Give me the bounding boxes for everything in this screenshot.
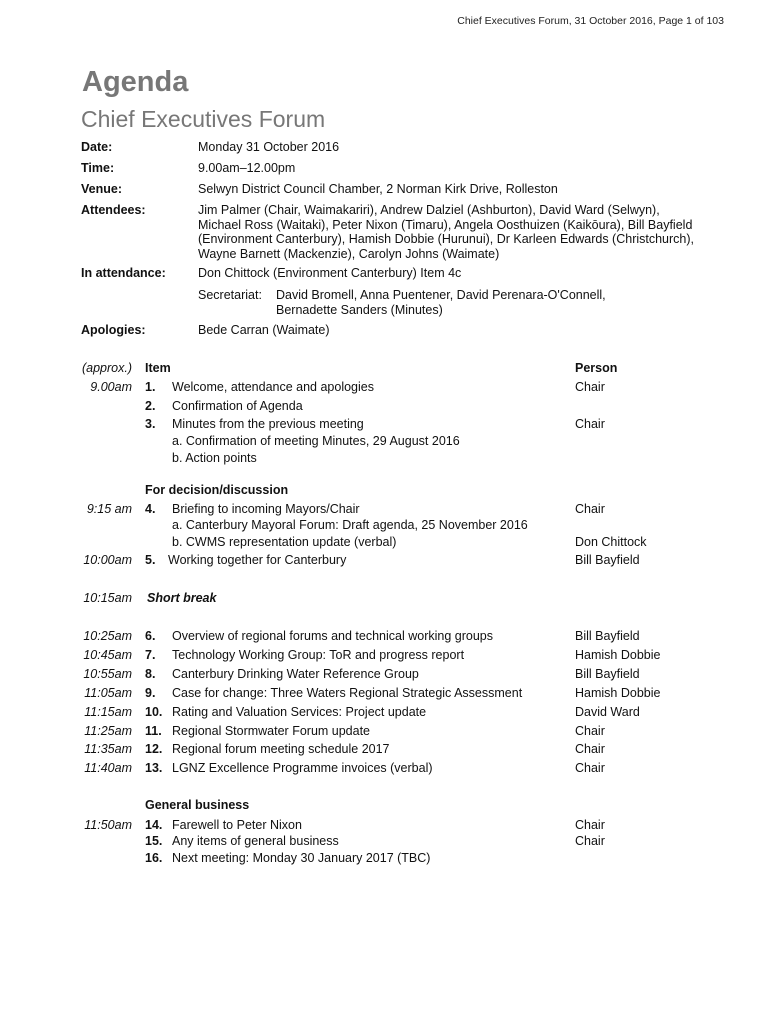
item-number: 4.	[145, 502, 156, 516]
apologies-value: Bede Carran (Waimate)	[198, 323, 330, 337]
sub-item: b. Action points	[172, 451, 257, 465]
item-number: 12.	[145, 742, 163, 756]
item-text: Canterbury Drinking Water Reference Group	[172, 667, 419, 681]
item-text: Any items of general business	[172, 834, 339, 848]
item-person: Bill Bayfield	[575, 667, 640, 681]
sub-item: a. Confirmation of meeting Minutes, 29 August 2016	[172, 434, 460, 448]
item-text: Farewell to Peter Nixon	[172, 818, 302, 832]
item-person: Chair	[575, 818, 605, 832]
item-person: Hamish Dobbie	[575, 686, 661, 700]
col-header-item: Item	[145, 361, 171, 375]
item-number: 6.	[145, 629, 156, 643]
item-text: Overview of regional forums and technical working groups	[172, 629, 493, 643]
item-time: 11:40am	[84, 761, 132, 775]
item-number: 8.	[145, 667, 156, 681]
attendees-line: (Environment Canterbury), Hamish Dobbie (Hurunui), Dr Karleen Edwards (Christchurch),	[198, 232, 695, 246]
section-heading: For decision/discussion	[145, 483, 289, 497]
col-header-time: (approx.)	[81, 361, 132, 375]
secretariat-line: David Bromell, Anna Puentener, David Perenara-O'Connell,	[276, 288, 606, 302]
item-text: Technology Working Group: ToR and progress report	[172, 648, 465, 662]
date-label: Date:	[81, 140, 113, 154]
item-time: 9.00am	[90, 380, 132, 394]
item-number: 7.	[145, 648, 156, 662]
running-header: Chief Executives Forum, 31 October 2016, Page 1 of 103	[457, 15, 724, 27]
item-time: 10:00am	[83, 553, 132, 567]
time-label: Time:	[81, 161, 115, 175]
item-person: Don Chittock	[575, 535, 647, 549]
item-time: 10:25am	[83, 629, 132, 643]
item-person: Chair	[575, 742, 605, 756]
item-number: 9.	[145, 686, 156, 700]
in-attendance-value: Don Chittock (Environment Canterbury) Item 4c	[198, 266, 462, 280]
item-time: 11:25am	[84, 724, 132, 738]
item-person: Chair	[575, 761, 605, 775]
section-heading: General business	[145, 798, 250, 812]
item-text: Confirmation of Agenda	[172, 399, 303, 413]
item-text: Welcome, attendance and apologies	[172, 380, 374, 394]
secretariat-value	[276, 288, 656, 317]
secretariat-label: Secretariat:	[198, 288, 262, 302]
item-text: Briefing to incoming Mayors/Chair	[172, 502, 360, 516]
item-time: 11:05am	[84, 686, 132, 700]
item-time: 10:45am	[83, 648, 132, 662]
sub-item: a. Canterbury Mayoral Forum: Draft agenda, 25 November 2016	[172, 518, 528, 532]
item-time: 9:15 am	[86, 502, 132, 516]
item-number: 11.	[145, 724, 162, 738]
item-number: 14.	[145, 818, 163, 832]
item-text: Minutes from the previous meeting	[172, 417, 364, 431]
break-time: 10:15am	[83, 591, 132, 605]
item-time: 11:50am	[84, 818, 132, 832]
item-time: 11:35am	[84, 742, 132, 756]
apologies-label: Apologies:	[81, 323, 146, 337]
page-subtitle: Chief Executives Forum	[81, 106, 326, 132]
item-person: Hamish Dobbie	[575, 648, 661, 662]
item-number: 2.	[145, 399, 156, 413]
venue-value: Selwyn District Council Chamber, 2 Norman Kirk Drive, Rolleston	[198, 182, 558, 196]
time-value: 9.00am–12.00pm	[198, 161, 296, 175]
item-text: Regional Stormwater Forum update	[172, 724, 371, 738]
col-header-person: Person	[575, 361, 618, 375]
item-number: 13.	[145, 761, 163, 775]
item-person: Chair	[575, 417, 605, 431]
attendees-label: Attendees:	[81, 203, 146, 217]
item-text: Case for change: Three Waters Regional Strategic Assessment	[172, 686, 523, 700]
item-person: Chair	[575, 380, 605, 394]
in-attendance-label: In attendance:	[81, 266, 166, 280]
secretariat-line: Bernadette Sanders (Minutes)	[276, 302, 443, 317]
item-number: 1.	[145, 380, 156, 394]
attendees-line: Wayne Barnett (Mackenzie), Carolyn Johns (Waimate)	[198, 246, 500, 261]
item-person: Bill Bayfield	[575, 629, 640, 643]
item-text: Regional forum meeting schedule 2017	[172, 742, 390, 756]
item-number: 10.	[145, 705, 163, 719]
short-break: Short break	[147, 591, 217, 605]
attendees-value	[198, 203, 718, 261]
item-number: 5.	[145, 553, 156, 567]
item-person: David Ward	[575, 705, 640, 719]
item-time: 10:55am	[83, 667, 132, 681]
item-number: 16.	[145, 851, 163, 865]
item-text: Rating and Valuation Services: Project update	[172, 705, 427, 719]
attendees-line: Jim Palmer (Chair, Waimakariri), Andrew Dalziel (Ashburton), David Ward (Selwyn),	[198, 203, 660, 217]
page-title: Agenda	[82, 66, 189, 98]
item-text: Working together for Canterbury	[168, 553, 347, 567]
item-person: Chair	[575, 834, 605, 848]
attendees-line: Michael Ross (Waitaki), Peter Nixon (Timaru), Angela Oosthuizen (Kaikōura), Bill Bayfield	[198, 217, 693, 232]
item-number: 15.	[145, 834, 163, 848]
item-person: Chair	[575, 502, 605, 516]
sub-item: b. CWMS representation update (verbal)	[172, 535, 397, 549]
date-value: Monday 31 October 2016	[198, 140, 340, 154]
item-number: 3.	[145, 417, 156, 431]
item-text: LGNZ Excellence Programme invoices (verbal)	[172, 761, 433, 775]
venue-label: Venue:	[81, 182, 122, 196]
item-text: Next meeting: Monday 30 January 2017 (TBC)	[172, 851, 431, 865]
item-time: 11:15am	[84, 705, 132, 719]
item-person: Bill Bayfield	[575, 553, 640, 567]
item-person: Chair	[575, 724, 605, 738]
